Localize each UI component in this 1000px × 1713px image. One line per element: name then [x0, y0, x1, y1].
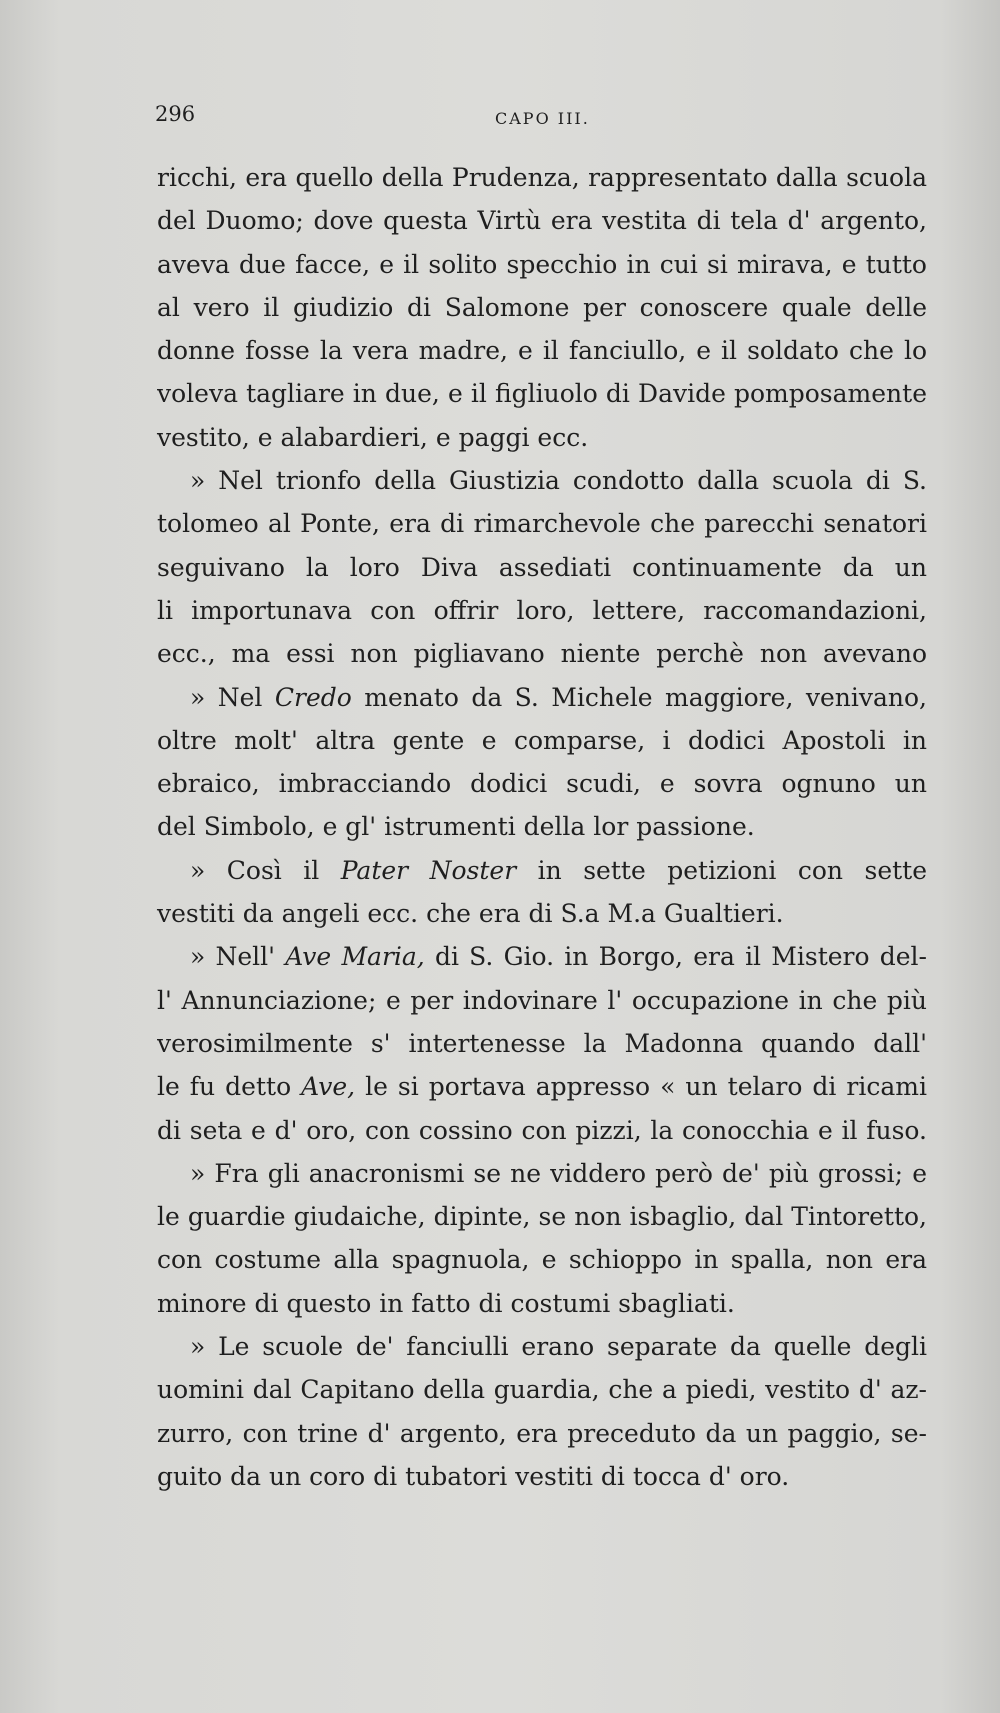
- italic-title: Ave Maria,: [285, 942, 425, 972]
- page-header: [155, 102, 945, 132]
- text-line: vestiti da angeli ecc. che era di S.a M.a Gualtieri.: [157, 899, 784, 929]
- text-line: donne fosse la vera madre, e il fanciullo, e il soldato che lo: [157, 336, 927, 366]
- text-line: minore di questo in fatto di costumi sbagliati.: [157, 1288, 735, 1318]
- text-line: ebraico, imbracciando dodici scudi, e sovra ognuno un: [157, 769, 927, 799]
- text-line: le guardie giudaiche, dipinte, se non isbaglio, dal Tintoretto,: [157, 1202, 927, 1232]
- text-line: uomini dal Capitano della guardia, che a piedi, vestito d' az-: [157, 1375, 927, 1405]
- text-line: li importunava con offrir loro, lettere, raccomandazioni,: [157, 595, 927, 625]
- text-line: con costume alla spagnuola, e schioppo in spalla, non era: [157, 1245, 927, 1275]
- text-line: ricchi, era quello della Prudenza, rappresentato dalla scuola: [157, 163, 927, 192]
- text-line: l' Annunciazione; e per indovinare l' occupazione in che più: [157, 985, 927, 1015]
- italic-title: Credo: [274, 682, 352, 712]
- text-line: del Duomo; dove questa Virtù era vestita di tela d' argento,: [157, 206, 927, 236]
- text-line: [157, 849, 927, 892]
- text-line: al vero il giudizio di Salomone per conoscere quale delle: [157, 292, 927, 322]
- text-line: seguivano la loro Diva assediati continuamente da un: [157, 552, 927, 582]
- text-line: zurro, con trine d' argento, era preceduto da un paggio, se-: [157, 1418, 927, 1448]
- text-line: [157, 1065, 927, 1108]
- text-line: verosimilmente s' intertenesse la Madonna quando dall': [157, 1028, 927, 1058]
- text-segment: menato da S. Michele maggiore, venivano,: [351, 682, 927, 712]
- page-number: 296: [155, 102, 196, 126]
- text-line: del Simbolo, e gl' istrumenti della lor passione.: [157, 812, 755, 842]
- italic-title: Pater Noster: [340, 855, 517, 885]
- text-line: tolomeo al Ponte, era di rimarchevole che parecchi senatori: [157, 509, 927, 539]
- running-title: CAPO III.: [495, 109, 590, 128]
- text-line: di seta e d' oro, con cossino con pizzi, la conocchia e il fuso.: [157, 1115, 927, 1145]
- text-segment: » Nell': [190, 942, 286, 972]
- text-segment: » Nel: [190, 682, 275, 712]
- text-line: aveva due facce, e il solito specchio in cui si mirava, e tutto: [157, 249, 927, 279]
- text-line: [157, 935, 927, 978]
- text-line: » Nel trionfo della Giustizia condotto dalla scuola di S.: [190, 466, 927, 496]
- text-segment: di S. Gio. in Borgo, era il Mistero del-: [424, 942, 927, 972]
- text-line: vestito, e alabardieri, e paggi ecc.: [157, 422, 589, 452]
- italic-title: Ave,: [301, 1072, 356, 1102]
- text-segment: » Così il: [190, 855, 341, 885]
- text-segment: le si portava appresso « un telaro di ricami: [355, 1072, 927, 1102]
- text-line: » Le scuole de' fanciulli erano separate da quelle degli: [190, 1332, 927, 1362]
- text-line: [157, 676, 927, 719]
- text-line: oltre molt' altra gente e comparse, i dodici Apostoli in: [157, 725, 927, 755]
- text-segment: le fu detto: [157, 1072, 302, 1102]
- text-line: guito da un coro di tubatori vestiti di tocca d' oro.: [157, 1461, 790, 1491]
- text-line: voleva tagliare in due, e il figliuolo di Davide pomposamente: [157, 379, 927, 409]
- text-segment: in sette petizioni con sette: [537, 855, 927, 885]
- text-line: » Fra gli anacronismi se ne viddero però de' più grossi; e: [190, 1158, 927, 1188]
- body-text: [157, 156, 927, 1498]
- text-line: ecc., ma essi non pigliavano niente perchè non avevano: [157, 639, 927, 669]
